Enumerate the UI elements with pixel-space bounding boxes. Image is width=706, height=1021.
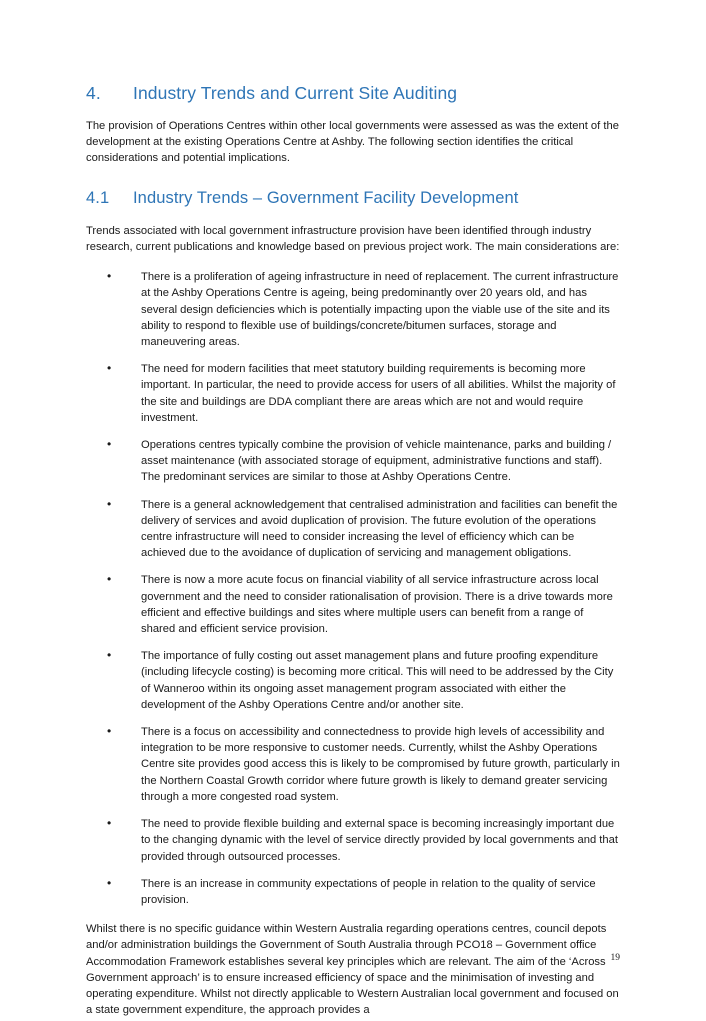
section-heading bbox=[86, 82, 620, 105]
list-item: • Operations centres typically combine the provision of vehicle maintenance, parks and building / asset maintenance (with associated storage of equipment, administrative functions and staff). The predominant services are similar to those at Ashby Operations Centre. bbox=[86, 437, 620, 486]
list-item: • The importance of fully costing out asset management plans and future proofing expenditure (including lifecycle costing) is becoming more critical. This will need to be addressed by the City of Wanneroo within its ongoing asset management program associated with either the development of the Ashby Operations Centre and/or another site. bbox=[86, 648, 620, 713]
list-item: • There is an increase in community expectations of people in relation to the quality of service provision. bbox=[86, 876, 620, 908]
list-item: • The need for modern facilities that meet statutory building requirements is becoming more important. In particular, the need to provide access for users of all abilities. Whilst the majority of the site and buildings are DDA compliant there are areas which are not and would require investment. bbox=[86, 361, 620, 426]
list-item: • There is now a more acute focus on financial viability of all service infrastructure across local government and the need to consider rationalisation of provision. There is a drive towards more efficient and effective buildings and sites where multiple users can benefit from a range of shared and efficient service provision. bbox=[86, 572, 620, 637]
bullet-list bbox=[86, 269, 620, 908]
subsection-title-text: Industry Trends – Government Facility Development bbox=[133, 189, 519, 208]
list-item: • There is a focus on accessibility and connectedness to provide high levels of accessibility and integration to be more responsive to customer needs. Currently, whilst the Ashby Operations Centre site provides good access this is likely to be compromised by future growth, particularly in the Northern Coastal Growth corridor where future growth is likely to demand greater servicing through a more congested road system. bbox=[86, 724, 620, 805]
list-item: • There is a general acknowledgement that centralised administration and facilities can benefit the delivery of services and avoid duplication of provision. The future evolution of the operations centre infrastructure will need to consider increasing the level of efficiency which can be achieved due to the avoidance of duplication of servicing and management obligations. bbox=[86, 497, 620, 562]
subsection-number: 4.1 bbox=[86, 189, 110, 208]
section-number: 4. bbox=[86, 83, 101, 103]
intro-paragraph: The provision of Operations Centres within other local governments were assessed as was the extent of the development at the existing Operations Centre at Ashby. The following section identifies the critical considerations and potential implications. bbox=[86, 119, 619, 165]
page-number: 19 bbox=[610, 953, 620, 963]
list-item: • The need to provide flexible building and external space is becoming increasingly important due to the changing dynamic with the level of service directly provided by local governments and that provided through outsourced processes. bbox=[86, 816, 620, 865]
list-item: • There is a proliferation of ageing infrastructure in need of replacement. The current infrastructure at the Ashby Operations Centre is ageing, being predominantly over 20 years old, and has several design deficiencies which is potentially impacting upon the viable use of the site and its ability to respond to flexible use of buildings/concrete/bitumen surfaces, storage and maneuvering areas. bbox=[86, 269, 620, 350]
subsection-heading bbox=[86, 188, 620, 209]
closing-paragraph: Whilst there is no specific guidance within Western Australia regarding operations centres, council depots and/or administration buildings the Government of South Australia through PCO18 – Government office Accommodation Framework establishes several key principles which are relevant. The aim of the ‘Across Government approach’ is to ensure increased efficiency of space and the minimisation of investing and operating expenditure. Whilst not directly applicable to Western Australian local government and focused on a state government expenditure, the approach provides a bbox=[86, 923, 619, 1017]
section-title-text: Industry Trends and Current Site Auditing bbox=[133, 83, 458, 103]
subsection-intro-paragraph: Trends associated with local government infrastructure provision have been identified through industry research, current publications and knowledge based on previous project work. The main considerations are: bbox=[86, 224, 620, 253]
